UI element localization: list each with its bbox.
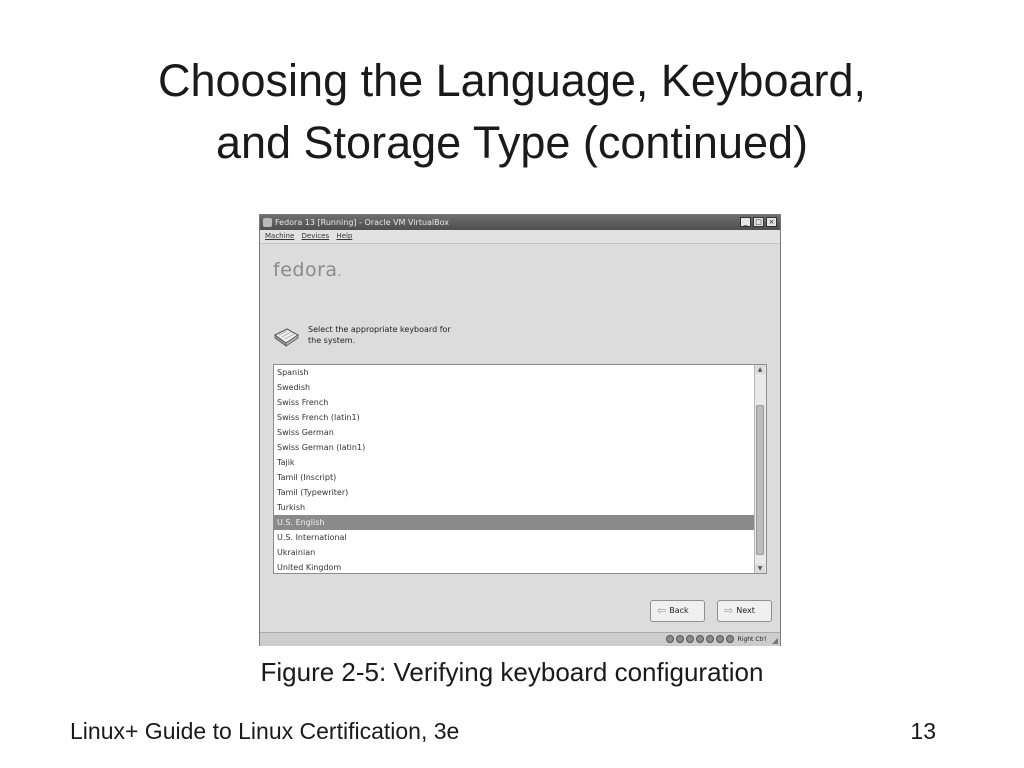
resize-grip-icon[interactable]: ◢: [771, 636, 778, 645]
keyboard-layout-item[interactable]: Tamil (Typewriter): [277, 488, 349, 497]
virtualbox-app-icon: [263, 218, 272, 227]
keyboard-icon: [273, 327, 300, 347]
next-arrow-icon: ⇨: [724, 604, 734, 617]
keyboard-layout-item[interactable]: Tamil (Inscript): [277, 473, 337, 482]
fedora-logo-text: fedora: [273, 259, 338, 281]
window-titlebar[interactable]: [260, 215, 780, 230]
keyboard-layout-item[interactable]: Swiss German: [277, 428, 334, 437]
hard-disk-icon[interactable]: [666, 635, 674, 643]
keyboard-prompt: [308, 324, 508, 346]
slide-title-line2: and Storage Type (continued): [215, 117, 809, 168]
shared-folder-icon[interactable]: [696, 635, 704, 643]
keyboard-layout-item[interactable]: Swiss French: [277, 398, 329, 407]
usb-icon[interactable]: [686, 635, 694, 643]
back-button[interactable]: [650, 600, 705, 622]
mouse-icon[interactable]: [726, 635, 734, 643]
vm-statusbar: [260, 632, 780, 646]
next-button[interactable]: [717, 600, 772, 622]
next-button-label: Next: [736, 606, 755, 615]
menu-help[interactable]: Help: [336, 232, 353, 240]
keyboard-layout-item[interactable]: Swedish: [277, 383, 311, 392]
slide-title: [60, 50, 964, 174]
slide-title-line1: Choosing the Language, Keyboard,: [157, 55, 867, 106]
installer-content: [260, 244, 780, 632]
virtualbox-window-screenshot: [259, 214, 781, 646]
keyboard-layout-item[interactable]: Turkish: [277, 503, 306, 512]
keyboard-layout-item[interactable]: Tajik: [277, 458, 295, 467]
cd-icon[interactable]: [676, 635, 684, 643]
keyboard-layout-item[interactable]: Spanish: [277, 368, 309, 377]
capture-icon[interactable]: [716, 635, 724, 643]
keyboard-layout-item[interactable]: Ukrainian: [277, 548, 316, 557]
back-arrow-icon: ⇦: [657, 604, 667, 617]
keyboard-layout-item[interactable]: U.S. International: [277, 533, 347, 542]
host-key-label: Right Ctrl: [737, 635, 766, 643]
keyboard-layout-list[interactable]: [273, 364, 767, 574]
scroll-thumb[interactable]: [756, 405, 764, 555]
keyboard-prompt-line2: the system.: [308, 336, 356, 345]
window-title: Fedora 13 [Running] - Oracle VM VirtualBox: [275, 218, 450, 227]
back-button-label: Back: [669, 606, 689, 615]
minimize-button[interactable]: _: [740, 217, 751, 227]
list-scrollbar[interactable]: [754, 365, 766, 573]
vm-menubar: [260, 230, 780, 244]
keyboard-layout-item[interactable]: Swiss German (latin1): [277, 443, 366, 452]
maximize-button[interactable]: □: [753, 217, 764, 227]
figure-caption: Figure 2-5: Verifying keyboard configuration: [260, 657, 764, 687]
keyboard-layout-item[interactable]: Swiss French (latin1): [277, 413, 360, 422]
fedora-logo: [273, 259, 342, 281]
close-button[interactable]: ×: [766, 217, 777, 227]
keyboard-prompt-line1: Select the appropriate keyboard for: [308, 325, 451, 334]
scroll-down-icon[interactable]: ▼: [755, 564, 765, 573]
page-number: 13: [910, 718, 936, 744]
menu-devices[interactable]: Devices: [301, 232, 330, 240]
scroll-up-icon[interactable]: ▲: [755, 365, 765, 374]
fedora-logo-dot: .: [337, 265, 342, 279]
menu-machine[interactable]: Machine: [265, 232, 295, 240]
footer-text: Linux+ Guide to Linux Certification, 3e: [70, 718, 460, 744]
network-icon[interactable]: [706, 635, 714, 643]
keyboard-layout-item[interactable]: U.S. English: [274, 515, 766, 530]
keyboard-layout-item[interactable]: United Kingdom: [277, 563, 342, 572]
